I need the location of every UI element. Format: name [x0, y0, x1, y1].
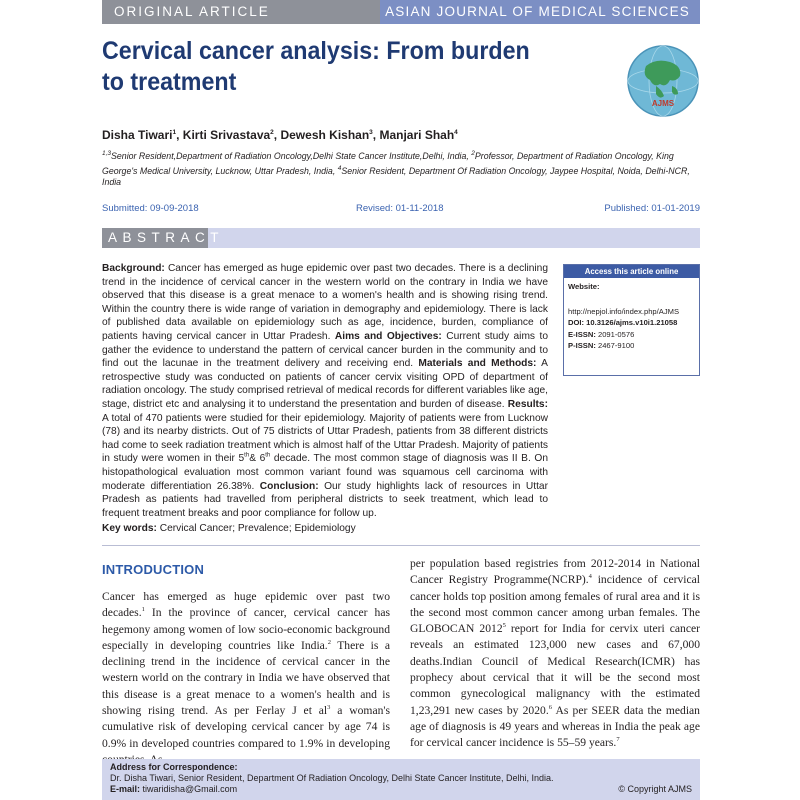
introduction-column-left: Cancer has emerged as huge epidemic over past two decades.$^1$ In the province of cancer, cervical cancer has hegemony among women of low socio-economic background especially in developing countries like India.$^2$ There is a declining trend in the incidence of cervical cancer in the western world on the contrary in India we have observed that this disease is a great menace to a women's health and is showing rising trend. As per Ferlay J et $al^3$ a woman's cumulative risk of developing cervical cancer by age 74 is 0.9% in developed countries compared to 1.9% in developing	[102, 590, 390, 750]
copyright-notice: © Copyright AJMS	[618, 784, 692, 794]
revised-date: Revised: 01-11-2018	[356, 203, 444, 214]
abstract-body: Background: Cancer has emerged as huge epidemic over past two decades. There is a declining trend in the incidence of cervical cancer in the western world on the contrary in India we have observed that this disease is a great menace to a women's health and is showing rising trend. Within the country there is wide range of variation in demography and epidemiology. There is lack of published data available on epidemiology such as age, incidence, burden, compliance of patients having cervical cancer in Uttar Pradesh. Aims and Objectives: Current study aims to gather the evidence to understand the pattern of cervical cancer burden in the community and to find out the lacunae in the treatment delivery and receiving end. Materials and Methods: A retrospective study was conducted on patients of cancer cervix visiting OPD of department of radiation oncology. The study comprised retrieval of medical records for different variables like age, stage, district etc and analysing it to understand the presentation and burden of disease. Results: A total of 470 patients were studied for their epidemiology. Majority of patients were from Lucknow (78) and its nearby districts. Out of 75 districts of Uttar Pradesh, patients from 38 different districts had come to seek radiation treatment which is almost half of the Uttar Pradesh. Majority of patients in study were women in their 5th& 6th decade. The most common stage of diagnosis was II B. On histopathological evaluation most common variant found was squamous cell carcinoma with moderate differentiation 26.38%. Conclusion: Our study highlights lack of resources in Uttar Pradesh as patients had travelled from peripheral districts to seek treatment, which lead to frequent treatment breaks and poor compliance for follow up.	[102, 263, 548, 519]
introduction-heading: INTRODUCTION	[102, 562, 205, 577]
keywords: Key words: Cervical Cancer; Prevalence; Epidemiology	[102, 523, 356, 534]
section-divider	[102, 545, 700, 546]
journal-name-label: ASIAN JOURNAL OF MEDICAL SCIENCES	[380, 0, 700, 24]
correspondence-footer: Address for Correspondence: Dr. Disha Tiwari, Senior Resident, Department Of Radiation Oncology, Delhi State Cancer Institute, Delhi, India. E-mail: tiwaridisha@Gmail.com © Copyright AJMS	[102, 759, 700, 800]
website-link[interactable]: http://nepjol.info/index.php/AJMS	[568, 307, 680, 317]
correspondence-address: Dr. Disha Tiwari, Senior Resident, Department Of Radiation Oncology, Delhi State Cancer Institute, Delhi, India.	[110, 773, 554, 783]
journal-header	[102, 0, 700, 24]
author-name: Manjari Shah	[379, 128, 455, 142]
doi-link[interactable]: DOI: 10.3126/ajms.v10i1.21058	[568, 318, 678, 328]
author-name: Disha Tiwari	[102, 128, 173, 142]
author-name: Dewesh Kishan	[280, 128, 370, 142]
website-label: Website:	[568, 282, 600, 291]
author-list: Disha Tiwari$^1$, Kirti Srivastava$^2$, Dewesh Kishan$^3$, Manjari Shah$^4$	[102, 128, 458, 142]
published-date: Published: 01-01-2019	[604, 203, 700, 214]
submitted-date: Submitted: 09-09-2018	[102, 203, 199, 214]
correspondence-email[interactable]: tiwaridisha@Gmail.com	[140, 784, 238, 794]
article-title: Cervical cancer analysis: From burden to treatment	[102, 37, 530, 96]
access-box-heading: Access this article online	[564, 265, 699, 278]
access-online-box: Access this article online Website: http://nepjol.info/index.php/AJMS DOI: 10.3126/ajms.v10i1.21058 E-ISSN: 2091-0576 P-ISSN: 2467-9100	[563, 264, 700, 376]
abstract-band	[102, 228, 700, 248]
correspondence-label: Address for Correspondence:	[110, 762, 238, 772]
logo-text: AJMS	[651, 99, 675, 108]
pissn-value: 2467-9100	[597, 340, 635, 350]
affiliations: $^{1,3}$Senior Resident,Department of Radiation Oncology,Delhi State Cancer Institute,Delhi, India, $^2$Professor, Department of Radiation Oncology, King George's Medical University, Lucknow, Uttar Pradesh, India, $^4$Senior Resident, Department Of Radiation Oncology, Jaypee Hospital, Noida, Delhi-NCR, India	[102, 150, 690, 188]
eissn-value: 2091-0576	[597, 329, 635, 339]
abstract-heading: ABSTRACT	[102, 228, 208, 248]
globe-logo-icon	[626, 44, 700, 118]
introduction-column-right: per population based registries from 2012-2014 in National Cancer Registry Programme(NCRP).$^4$ incidence of cervical cancer holds top position among females of rural area and it is the second most common cancer among urban females. The GLOBOCAN 2012$^5$ report for India for cervix uteri cancer reveals an estimated 123,000 new cases and 67,000 deaths.Indian Council of Medical Research(ICMR) has prophecy about cervical that it will be the second most common gynecological malignancy with the estimated 1,23,291 new cases by 2020.$^6$ As per SEER data the median age of diagnosis is 49 years and whereas in India the peak age for cervical cancer incidence is 55–59 years.$^7$	[410, 557, 700, 750]
author-name: Kirti Srivastava	[182, 128, 271, 142]
article-type-label: ORIGINAL ARTICLE	[102, 0, 380, 24]
